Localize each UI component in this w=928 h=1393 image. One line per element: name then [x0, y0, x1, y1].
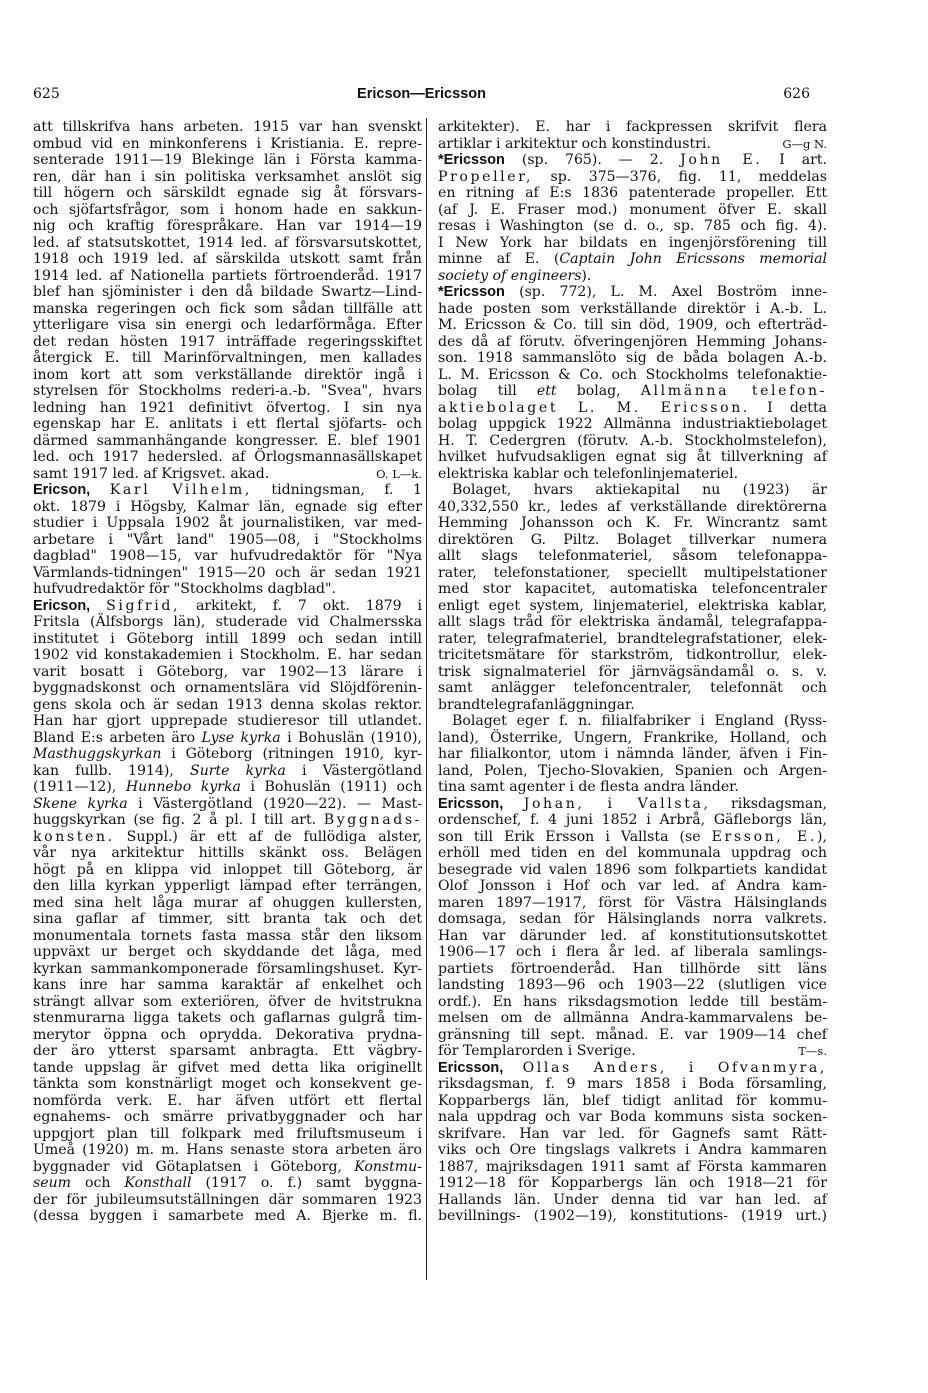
text-line: arbetare i "Vårt land" 1905—08, i "Stockholms: [33, 531, 422, 548]
text-line: blef han sjöminister i den då bildade Swartz—Lind-: [33, 284, 422, 300]
text-run: Suppl.) är ett af de fullödiga alster,: [126, 828, 423, 845]
text-line: 40,332,550 kr., ledes af verkställande direktörerna: [438, 498, 827, 515]
text-line: [33, 763, 422, 780]
text-run: ).: [581, 267, 592, 284]
text-line: högt på en klippa vid inloppet till Göteborg, är: [33, 861, 422, 878]
headword: Ericson,: [33, 597, 91, 614]
text-line: dagblad" 1908—15, var hufvudredaktör för "Nya: [33, 548, 422, 564]
work-title: Surte kyrka: [190, 762, 286, 779]
entry-first-line: [438, 796, 827, 813]
text-line: manska regeringen och fick som sådan tillfälle att: [33, 300, 422, 317]
text-line: maren 1897—1917, först för Västra Hälsinglands: [438, 894, 827, 911]
entry-ollas-anders-ericsson: [438, 1060, 827, 1225]
text-line: partiets förtroenderåd. Han tillhörde sitt läns: [438, 960, 827, 977]
text-run: bolag,: [576, 383, 621, 399]
text-line: 1887, majriksdagen 1911 samt af Första kammaren: [438, 1158, 827, 1175]
text-line: L. M. Ericsson & Co. och Stockholms telefonaktie-: [438, 366, 827, 383]
text-line: [438, 169, 827, 186]
text-line: resas i Washington (se d. o., sp. 785 och fig. 4).: [438, 218, 827, 234]
entry-first-line: [33, 598, 422, 615]
headword: Ericsson,: [438, 1059, 504, 1076]
text-line: viks och Ore tingslags valkrets i Andra kammaren: [438, 1142, 827, 1158]
text-run: byggnader vid Götaplatsen i Göteborg,: [33, 1158, 342, 1175]
text-line: tänkta som konstnärligt moget och konsekvent ge-: [33, 1076, 422, 1092]
text-run: ),: [817, 828, 828, 845]
text-run: I art.: [779, 152, 827, 168]
entry-first-line: [438, 284, 827, 301]
text-line: ledning han 1921 definitivt öfvertog. I sin nya: [33, 399, 422, 416]
text-line: okt. 1879 i Högsby, Kalmar län, egnade sig efter: [33, 498, 422, 515]
text-line: därmed sammanhängande kongresser. E. blef 1901: [33, 432, 422, 449]
text-run: son till Erik Ersson i Vallsta (se: [438, 828, 701, 845]
cross-reference: Ersson, E.: [711, 828, 818, 845]
text-line: der för jubileumsutställningen där sommaren 1923: [33, 1191, 422, 1208]
text-run: riksdagsman,: [730, 795, 828, 812]
text-line: 1902 vid konstakademien i Stockholm. E. har sedan: [33, 647, 422, 663]
text-run: (1917 o. f.) samt byggna-: [205, 1175, 423, 1191]
headword: Ericson,: [33, 482, 91, 498]
text-line: skrifvare. Han var led. för Gagnefs samt Rätt-: [438, 1125, 827, 1142]
text-run: i Bohuslän (1911) och: [250, 779, 423, 795]
text-line: nig och kraftig förespråkare. Han var 1914—19: [33, 218, 422, 234]
text-run: samt 1917 led. af Krigsvet. akad.: [33, 465, 270, 482]
text-line: tina samt agenter i de flesta andra länder.: [438, 779, 739, 795]
work-title: seum: [33, 1175, 72, 1191]
text-line: erhöll med tiden en del kommunala uppdrag och: [438, 845, 827, 861]
entry-john-ericsson: [438, 152, 827, 284]
text-line: [33, 796, 422, 813]
text-line: ren, där han i sin politiska verksamhet anslöt sig: [33, 168, 422, 185]
work-title: Masthuggskyrkan: [33, 746, 162, 762]
text-line: [33, 779, 422, 796]
text-line: hufvudredaktör för "Stockholms dagblad".: [33, 581, 336, 597]
text-line: direktören G. Piltz. Bolaget tillverkar numera: [438, 531, 827, 548]
text-line: senterade 1911—19 Blekinge län i Första kamma-: [33, 152, 422, 168]
entry-given-name: Ollas Anders, i Ofvanmyra,: [522, 1059, 827, 1076]
text-line: domsaga, sedan för Hälsinglands norra valkrets.: [438, 911, 827, 927]
text-run: (sp. 765). — 2.: [521, 152, 664, 168]
text-line: att tillskrifva hans arbeten. 1915 var han svenskt: [33, 119, 422, 135]
author-signature: G—g N.: [782, 136, 827, 151]
work-title: Konstmu-: [354, 1158, 423, 1175]
text-line: Umeå (1920) m. m. Hans senaste stora arbeten äro: [33, 1142, 422, 1158]
page-header: [33, 86, 810, 106]
text-line: [33, 1159, 422, 1176]
text-line: land, Polen, Tjecho-Slovakien, Spanien och Argen-: [438, 762, 827, 779]
text-run: i Bohuslän (1910),: [287, 729, 422, 746]
text-line: varit bosatt i Göteborg, var 1902—13 lärare i: [33, 663, 422, 680]
text-line: bevillnings- (1902—19), konstitutions- (1919 urt.): [438, 1208, 827, 1224]
text-line: [438, 136, 827, 153]
text-line: institutet i Göteborg intill 1899 och sedan intill: [33, 630, 422, 647]
text-line: återgick E. till Marinförvaltningen, men kallades: [33, 350, 422, 366]
work-title: society of engineers: [438, 267, 582, 284]
entry-karl-vilhelm-ericson: [33, 482, 422, 598]
text-line: har filialkontor, utom i nämnda länder, äfven i Fin-: [438, 746, 827, 762]
text-line: byggnadskonst och ornamentslära vid Slöjdförenin-: [33, 680, 422, 696]
text-line: monumentala tornets fasta massa står den liksom: [33, 927, 422, 944]
paragraph-continuation: [438, 119, 827, 152]
company-name: Allmänna telefon-: [640, 383, 828, 399]
right-column: [438, 119, 827, 1225]
author-signature: O. L—k.: [376, 466, 422, 481]
text-line: H. T. Cedergren (förutv. A.-b. Stockholmstelefon),: [438, 432, 827, 449]
text-line: till högern och särskildt egnade sig åt försvars-: [33, 185, 422, 201]
text-line: sina gaflar af timmer, sitt branta tak och det: [33, 911, 422, 927]
text-line: rater, telegrafmateriel, brandtelegrafstationer, elek-: [438, 630, 827, 647]
author-signature: T—s.: [798, 1044, 827, 1058]
entry-first-line: [438, 1060, 827, 1077]
text-line: uppgjort plan till folkpark med friluftsmuseum i: [33, 1125, 422, 1142]
entry-given-name: Karl Vilhelm,: [109, 482, 252, 498]
text-line: [438, 829, 827, 846]
text-line: arkitekter). E. har i fackpressen skrifvit flera: [438, 119, 827, 135]
text-line: hade posten som verkställande direktör i A.-b. L.: [438, 300, 827, 317]
text-line: rater, telefonstationer, speciellt multipelstationer: [438, 564, 827, 581]
text-run: kan fullb. 1914),: [33, 762, 174, 779]
text-line: allt slags tråd för elektriska ändamål, telegrafappa-: [438, 614, 827, 630]
text-line: tricitetsmätare för starkström, tidkontrollur, elek-: [438, 647, 827, 663]
text-line: samt anlägger telefoncentraler, telefonnät och: [438, 680, 827, 696]
text-line: M. Ericsson & Co. till sin död, 1909, och efterträd-: [438, 317, 827, 333]
text-line: 1906—17 och i flera år led. af liberala samlings-: [438, 944, 827, 960]
text-line: det redan hösten 1917 inträffade regeringsskiftet: [33, 333, 422, 350]
page-number-right: 626: [783, 86, 810, 102]
text-run: Bland E:s arbeten äro: [33, 729, 196, 746]
text-line: Han har gjort upprepade studieresor till utlandet.: [33, 713, 422, 729]
text-line: [33, 746, 422, 763]
text-line: elektriska kablar och telefonlinjemateriel.: [438, 465, 739, 482]
text-line: och sjöfartsfrågor, som i honom hade en sakkun-: [33, 201, 422, 218]
text-line: land), Österrike, Ungern, Frankrike, Holland, och: [438, 729, 827, 746]
entry-first-line: [33, 482, 422, 499]
text-line: uppväxt ur berget och skyddande det låga, med: [33, 944, 422, 960]
text-line: der äro ytterst sparsamt anbragta. Ett vägbry-: [33, 1043, 422, 1059]
text-run: (1911—12),: [33, 779, 117, 795]
cross-reference: Byggnads-: [323, 812, 423, 828]
text-line: [438, 268, 827, 285]
text-line: [438, 383, 827, 400]
text-line: Hallands län. Under denna tid var han led. af: [438, 1191, 827, 1208]
text-line: Han var därunder led. af konstitutionsutskottet: [438, 927, 827, 944]
entry-lm-ericsson: [438, 284, 827, 796]
text-line: 1918 och 1919 led. af särskilda utskott samt från: [33, 251, 422, 267]
emphasis: ett: [536, 383, 557, 399]
cross-reference: konsten.: [33, 828, 115, 845]
text-line: tande uppslag är gifvet med detta lika originellt: [33, 1059, 422, 1076]
text-line: Bolaget, hvars aktiekapital nu (1923) är: [452, 482, 827, 498]
text-line: gränsning till sept. månad. E. var 1909—14 chef: [438, 1026, 827, 1043]
text-line: des då af förutv. öfveringenjören Hemming Johans-: [438, 333, 827, 350]
text-line: Kopparbergs län, blef tidigt anlitad för kommu-: [438, 1092, 827, 1109]
entry-given-name: John E.: [680, 152, 763, 168]
text-line: stenmurarna ligga takets och gaflarnas gulgrå tim-: [33, 1010, 422, 1026]
text-line: den lilla kyrkan ypperligt lämpad efter terrängen,: [33, 878, 422, 894]
text-line: inom kort att som verkställande direktör ingå i: [33, 366, 422, 383]
text-line: styrelsen för Stockholms rederi-a.-b. "Svea", hvars: [33, 383, 422, 399]
text-line: gens skola och är sedan 1913 denna skolas rektor.: [33, 696, 422, 713]
text-line: enligt eget system, linjemateriel, elektriska kablar,: [438, 597, 827, 614]
text-run: artiklar i arkitektur och konstindustri.: [438, 135, 711, 152]
cross-reference: Propeller,: [438, 168, 534, 185]
text-line: Olof Jonsson i Hof och var led. af Andra kam-: [438, 878, 827, 894]
entry-given-name: Johan, i Vallsta,: [523, 795, 711, 812]
text-line: riksdagsman, f. 9 mars 1858 i Boda församling,: [438, 1076, 827, 1092]
text-run: huggskyrkan (se fig. 2 å pl. I till art.: [33, 812, 317, 828]
text-run: i Västergötland: [301, 762, 423, 779]
text-line: (dessa byggen i samarbete med A. Bjerke m. fl.: [33, 1208, 422, 1224]
text-line: brandtelegrafanläggningar.: [438, 696, 635, 713]
page-number-left: 625: [33, 86, 60, 102]
text-line: ytterligare visa sin energi och ledarförmåga. Efter: [33, 317, 422, 333]
text-run: tidningsman, f. 1: [271, 482, 422, 498]
running-head: Ericson—Ericsson: [357, 86, 486, 102]
text-run: för Templarorden i Sverige.: [438, 1043, 636, 1059]
text-line: 1914 led. af Nationella partiets förtroenderåd. 1917: [33, 267, 422, 284]
text-line: med stor kapacitet, automatiska telefoncentraler: [438, 581, 827, 597]
text-run: arkitekt, f. 7 okt. 1879 i: [195, 597, 423, 614]
text-line: [33, 829, 422, 846]
text-line: allt slags telefonmateriel, såsom telefonappa-: [438, 548, 827, 564]
text-run: minne af E. (: [438, 251, 560, 267]
text-line: studier i Uppsala 1902 åt journalistiken, var med-: [33, 515, 422, 531]
text-run: i Västergötland (1920—22). — Mast-: [138, 795, 423, 812]
text-line: nomförda verk. E. har äfven utfört ett flertal: [33, 1092, 422, 1109]
text-line: [438, 251, 827, 268]
text-line: 1912—18 för Kopparbergs län och 1918—21 för: [438, 1175, 827, 1191]
text-line: vår nya arkitektur hittills skänkt oss. Belägen: [33, 845, 422, 861]
entry-given-name: Sigfrid,: [106, 597, 181, 614]
text-line: ordenschef, f. 4 juni 1852 i Arbrå, Gäfleborgs län,: [438, 812, 827, 828]
text-line: med sina helt låga murar af ohuggen kullersten,: [33, 894, 422, 911]
text-line: son. 1918 sammanslöto sig de båda bolagen A.-b.: [438, 350, 827, 366]
work-title: Hunnebo kyrka: [125, 779, 241, 795]
text-line: kans inre har samma karaktär af enkelhet och: [33, 977, 422, 993]
headword: *Ericsson: [438, 152, 505, 168]
company-name: aktiebolaget L. M. Ericsson.: [438, 399, 750, 416]
entry-sigfrid-ericson: [33, 598, 422, 1225]
text-line: ordf.). En hans riksdagsmotion ledde till bestäm-: [438, 993, 827, 1010]
text-line: besegrade vid valen 1896 som folkpartiets kandidat: [438, 861, 827, 878]
text-run: och: [84, 1175, 111, 1191]
text-run: i Göteborg (ritningen 1910, kyr-: [171, 746, 422, 762]
text-line: Hemming Johansson och K. Fr. Wincrantz samt: [438, 515, 827, 531]
entry-johan-ericsson: [438, 796, 827, 1060]
text-line: Fritsla (Älfsborgs län), studerade vid Chalmersska: [33, 614, 422, 630]
work-title: Skene kyrka: [33, 795, 128, 812]
headword: *Ericsson: [438, 284, 505, 300]
text-line: [33, 812, 422, 829]
text-run: I detta: [767, 399, 828, 416]
text-line: [33, 730, 422, 747]
text-line: egnahems- och smärre privatbyggnader och har: [33, 1109, 422, 1125]
text-line: nala uppdrag och var Boda kommuns sista socken-: [438, 1109, 827, 1125]
text-run: (sp. 772), L. M. Axel Boström inne-: [519, 284, 827, 300]
text-line: (af J. E. Fraser mod.) monument öfver E. skall: [438, 201, 827, 218]
text-line: strängt allvar som exteriören, öfver de hvitstrukna: [33, 993, 422, 1010]
text-line: [33, 466, 422, 483]
text-line: melsen om de allmänna Andra-kammarvalens be-: [438, 1010, 827, 1026]
text-line: bolag uppgick 1922 Allmänna industriaktiebolaget: [438, 416, 827, 432]
text-line: led. af statsutskottet, 1914 led. af försvarsutskottet,: [33, 234, 422, 251]
text-line: kyrkan sammankomponerade församlingshuset. Kyr-: [33, 960, 422, 977]
text-line: [438, 400, 827, 417]
text-line: landsting 1893—96 och 1903—22 (slutligen vice: [438, 977, 827, 993]
text-line: I New York har bildats en ingenjörsförening till: [438, 234, 827, 251]
text-line: ombud vid en minkonferens i Kristiania. E. repre-: [33, 135, 422, 152]
text-line: en ritning af E:s 1836 patenterade propeller. Ett: [438, 185, 827, 201]
work-title: Lyse kyrka: [201, 729, 281, 746]
headword: Ericsson,: [438, 795, 504, 812]
text-line: egenskap har E. anlitats i ett flertal sjöfarts- och: [33, 416, 422, 432]
text-line: Bolaget eger f. n. filialfabriker i England (Ryss-: [452, 713, 827, 729]
text-line: trisk signalmateriel för järnvägsändamål o. s. v.: [438, 663, 827, 680]
text-line: hvilket hufvudsakligen egnat sig åt tillverkning af: [438, 449, 827, 465]
text-line: merytor öppna och oprydda. Dekorativa prydna-: [33, 1026, 422, 1043]
text-run: sp. 375—376, fig. 11, meddelas: [550, 168, 827, 185]
text-line: led. och 1917 hedersled. af Örlogsmannasällskapet: [33, 449, 422, 465]
left-column: [33, 119, 422, 1225]
entry-first-line: [438, 152, 827, 169]
text-line: [438, 1043, 827, 1060]
work-title: Konsthall: [124, 1175, 192, 1191]
text-run: bolag till: [438, 383, 517, 399]
work-title: Captain John Ericssons memorial: [559, 251, 827, 267]
text-line: [33, 1175, 422, 1192]
text-line: Värmlands-tidningen" 1915—20 och är sedan 1921: [33, 564, 422, 581]
paragraph-continuation: [33, 119, 422, 482]
column-divider: [426, 118, 427, 1280]
